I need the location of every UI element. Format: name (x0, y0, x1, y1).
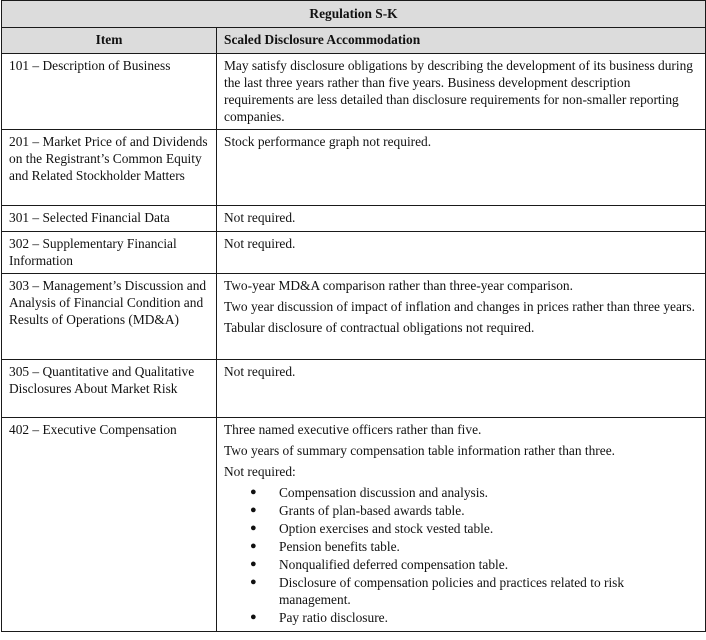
list-item-text: Nonqualified deferred compensation table. (279, 557, 509, 572)
table-title: Regulation S-K (2, 1, 706, 28)
bullet-icon: ● (250, 576, 257, 588)
accommodation-cell (217, 418, 706, 632)
item-cell: 303 – Management’s Discussion and Analysis of Financial Condition and Results of Operations (MD&A) (2, 274, 217, 360)
list-item-text: Grants of plan-based awards table. (279, 503, 465, 518)
table-row (2, 54, 706, 130)
item-cell: 101 – Description of Business (2, 54, 217, 130)
accommodation-paragraph: May satisfy disclosure obligations by describing the development of its business during the last three years rather than five years. Business development description requirements are less detailed than disclosure requirements for non-smaller reporting companies. (224, 58, 693, 124)
table-row (2, 418, 706, 632)
list-item-text: Option exercises and stock vested table. (279, 521, 494, 536)
accommodation-paragraph: Tabular disclosure of contractual obligations not required. (224, 320, 535, 335)
list-item-text: Compensation discussion and analysis. (279, 485, 489, 500)
item-cell: 402 – Executive Compensation (2, 418, 217, 632)
list-item-text: Pension benefits table. (279, 539, 400, 554)
regulation-sk-table (1, 0, 706, 632)
table-row (2, 206, 706, 232)
accommodation-cell (217, 274, 706, 360)
bullet-icon: ● (250, 486, 257, 498)
list-item (224, 520, 698, 537)
accommodation-paragraph: Two years of summary compensation table information rather than three. (224, 443, 615, 458)
table-row (2, 130, 706, 206)
document-sheet (1, 0, 705, 632)
table-row (2, 232, 706, 274)
list-item (224, 609, 698, 626)
table-row (2, 360, 706, 418)
accommodation-paragraph: Not required: (224, 464, 296, 479)
list-item (224, 556, 698, 573)
accommodation-paragraph: Three named executive officers rather than five. (224, 422, 482, 437)
table-title-row (2, 1, 706, 28)
accommodation-paragraph: Two-year MD&A comparison rather than three-year comparison. (224, 278, 573, 293)
table-row (2, 274, 706, 360)
table-header-row (2, 28, 706, 54)
item-cell: 201 – Market Price of and Dividends on the Registrant’s Common Equity and Related Stockholder Matters (2, 130, 217, 206)
list-item (224, 484, 698, 501)
item-cell: 301 – Selected Financial Data (2, 206, 217, 232)
list-item-text: Disclosure of compensation policies and practices related to risk management. (279, 575, 625, 607)
accommodation-paragraph: Not required. (224, 210, 296, 225)
accommodation-paragraph: Two year discussion of impact of inflation and changes in prices rather than three years. (224, 299, 695, 314)
column-header-accommodation: Scaled Disclosure Accommodation (217, 28, 706, 54)
column-header-item: Item (2, 28, 217, 54)
accommodation-cell (217, 206, 706, 232)
bullet-icon: ● (250, 504, 257, 516)
list-item (224, 574, 698, 608)
accommodation-paragraph: Not required. (224, 364, 296, 379)
bullet-icon: ● (250, 522, 257, 534)
accommodation-cell (217, 232, 706, 274)
accommodation-cell (217, 360, 706, 418)
list-item (224, 502, 698, 519)
item-cell: 305 – Quantitative and Qualitative Disclosures About Market Risk (2, 360, 217, 418)
accommodation-cell (217, 130, 706, 206)
bullet-icon: ● (250, 558, 257, 570)
bullet-icon: ● (250, 611, 257, 623)
not-required-list (224, 484, 698, 626)
accommodation-paragraph: Not required. (224, 236, 296, 251)
list-item (224, 538, 698, 555)
bullet-icon: ● (250, 540, 257, 552)
list-item-text: Pay ratio disclosure. (279, 610, 388, 625)
accommodation-cell (217, 54, 706, 130)
item-cell: 302 – Supplementary Financial Information (2, 232, 217, 274)
accommodation-paragraph: Stock performance graph not required. (224, 134, 432, 149)
